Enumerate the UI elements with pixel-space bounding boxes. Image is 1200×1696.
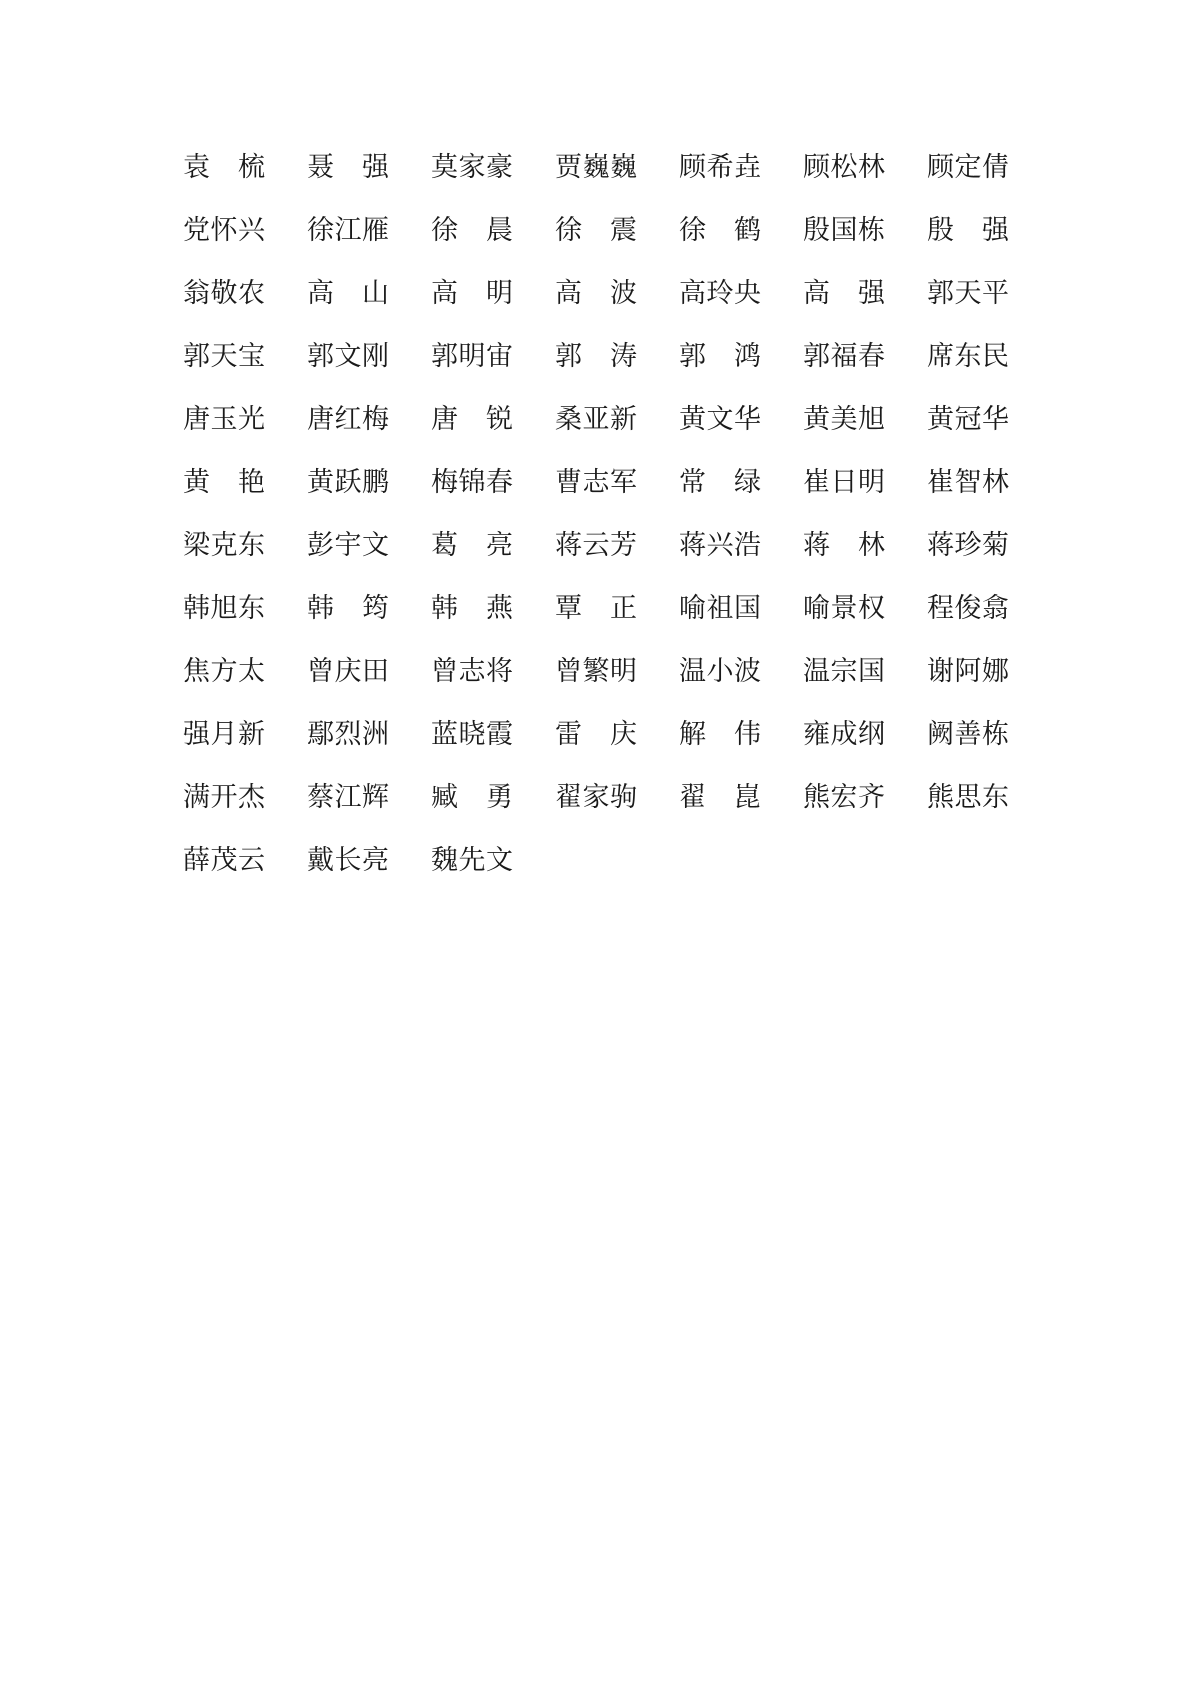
name-entry: 郭 涛 — [555, 341, 637, 372]
name-entry: 高 玲 央 — [679, 278, 761, 309]
name-entry: 席 东 民 — [927, 341, 1009, 372]
name-entry: 蒋 林 — [803, 530, 885, 561]
name-entry: 郭 文 刚 — [307, 341, 389, 372]
name-entry: 袁 梳 — [183, 152, 265, 183]
name-entry: 翁 敬 农 — [183, 278, 265, 309]
name-entry: 顾 希 垚 — [679, 152, 761, 183]
name-entry: 郭 天 平 — [927, 278, 1009, 309]
name-entry: 郭 福 春 — [803, 341, 885, 372]
name-entry: 徐 江 雁 — [307, 215, 389, 246]
name-entry: 唐 锐 — [431, 404, 513, 435]
name-entry: 殷 强 — [927, 215, 1009, 246]
name-entry: 莫 家 豪 — [431, 152, 513, 183]
name-entry: 韩 旭 东 — [183, 593, 265, 624]
name-entry: 顾 定 倩 — [927, 152, 1009, 183]
name-entry: 唐 红 梅 — [307, 404, 389, 435]
name-entry: 徐 震 — [555, 215, 637, 246]
name-entry: 聂 强 — [307, 152, 389, 183]
name-entry: 曹 志 军 — [555, 467, 637, 498]
name-entry: 常 绿 — [679, 467, 761, 498]
name-entry: 谢 阿 娜 — [927, 656, 1009, 687]
name-entry: 解 伟 — [679, 719, 761, 750]
name-entry: 翟 崑 — [679, 782, 761, 813]
name-entry: 喻 景 权 — [803, 593, 885, 624]
name-entry: 蓝 晓 霞 — [431, 719, 513, 750]
name-entry: 温 小 波 — [679, 656, 761, 687]
name-entry: 徐 鹤 — [679, 215, 761, 246]
name-entry: 翟 家 驹 — [555, 782, 637, 813]
name-entry: 黄 跃 鹏 — [307, 467, 389, 498]
name-entry: 蒋 兴 浩 — [679, 530, 761, 561]
name-entry: 曾 庆 田 — [307, 656, 389, 687]
name-entry: 黄 文 华 — [679, 404, 761, 435]
name-entry: 魏 先 文 — [431, 845, 513, 876]
name-entry: 满 开 杰 — [183, 782, 265, 813]
name-entry: 唐 玉 光 — [183, 404, 265, 435]
name-entry: 鄢 烈 洲 — [307, 719, 389, 750]
name-entry: 高 波 — [555, 278, 637, 309]
name-entry: 郭 明 宙 — [431, 341, 513, 372]
name-entry: 焦 方 太 — [183, 656, 265, 687]
name-entry: 雷 庆 — [555, 719, 637, 750]
name-entry: 阙 善 栋 — [927, 719, 1009, 750]
name-entry: 贾 巍 巍 — [555, 152, 637, 183]
name-entry: 顾 松 林 — [803, 152, 885, 183]
name-entry: 蒋 云 芳 — [555, 530, 637, 561]
name-entry: 桑 亚 新 — [555, 404, 637, 435]
name-entry: 薛 茂 云 — [183, 845, 265, 876]
name-entry: 崔 日 明 — [803, 467, 885, 498]
name-entry: 黄 冠 华 — [927, 404, 1009, 435]
name-entry: 崔 智 林 — [927, 467, 1009, 498]
name-entry: 强 月 新 — [183, 719, 265, 750]
name-list — [183, 148, 1051, 904]
name-entry: 韩 燕 — [431, 593, 513, 624]
name-entry: 喻 祖 国 — [679, 593, 761, 624]
name-entry: 程 俊 翕 — [927, 593, 1009, 624]
name-entry: 梅 锦 春 — [431, 467, 513, 498]
name-entry: 徐 晨 — [431, 215, 513, 246]
name-entry: 彭 宇 文 — [307, 530, 389, 561]
name-entry: 蔡 江 辉 — [307, 782, 389, 813]
name-entry: 韩 筠 — [307, 593, 389, 624]
name-entry: 高 山 — [307, 278, 389, 309]
name-entry: 覃 正 — [555, 593, 637, 624]
name-entry: 戴 长 亮 — [307, 845, 389, 876]
name-entry: 熊 宏 齐 — [803, 782, 885, 813]
name-entry: 党 怀 兴 — [183, 215, 265, 246]
name-entry: 蒋 珍 菊 — [927, 530, 1009, 561]
name-entry: 雍 成 纲 — [803, 719, 885, 750]
name-entry: 梁 克 东 — [183, 530, 265, 561]
name-entry: 黄 美 旭 — [803, 404, 885, 435]
name-entry: 温 宗 国 — [803, 656, 885, 687]
name-entry: 殷 国 栋 — [803, 215, 885, 246]
name-entry: 郭 鸿 — [679, 341, 761, 372]
name-entry: 曾 志 将 — [431, 656, 513, 687]
name-entry: 黄 艳 — [183, 467, 265, 498]
name-entry: 熊 思 东 — [927, 782, 1009, 813]
name-entry: 葛 亮 — [431, 530, 513, 561]
name-entry: 高 明 — [431, 278, 513, 309]
name-entry: 曾 繁 明 — [555, 656, 637, 687]
name-entry: 高 强 — [803, 278, 885, 309]
name-entry: 郭 天 宝 — [183, 341, 265, 372]
name-entry: 臧 勇 — [431, 782, 513, 813]
